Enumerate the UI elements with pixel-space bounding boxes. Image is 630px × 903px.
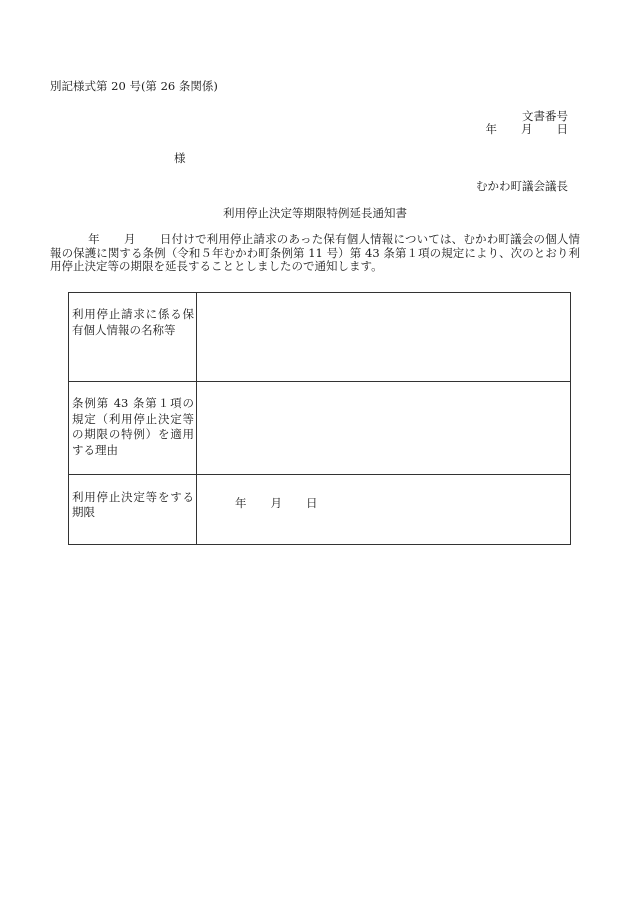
deadline-field xyxy=(197,475,571,545)
info-name-field xyxy=(197,293,571,382)
deadline-label: 利用停止決定等をする期限 xyxy=(69,475,197,545)
body-year: 年 xyxy=(88,232,100,246)
body-text: 日付けで利用停止請求のあった保有個人情報については、むかわ町議会の個人情報の保護に関する条例（令和５年むかわ町条例第 11 号）第 43 条第１項の規定により、次のとおり利用停止決定等の期限を延長することとしましたので通知します。 xyxy=(50,232,581,273)
table-row xyxy=(69,475,571,545)
deadline-date xyxy=(235,495,608,511)
issue-date-day: 日 xyxy=(556,122,568,136)
addressee-honorific: 様 xyxy=(174,151,186,165)
reason-label: 条例第 43 条第１項の規定（利用停止決定等の期限の特例）を適用する理由 xyxy=(69,382,197,475)
reason-field xyxy=(197,382,571,475)
document-number-label: 文書番号 xyxy=(522,109,568,123)
deadline-year: 年 xyxy=(235,496,247,510)
deadline-day: 日 xyxy=(306,496,318,510)
table-row xyxy=(69,382,571,475)
document-title: 利用停止決定等期限特例延長通知書 xyxy=(223,206,407,220)
issue-date-month: 月 xyxy=(521,122,533,136)
extension-details-table xyxy=(68,292,571,545)
table-row xyxy=(69,293,571,382)
deadline-month: 月 xyxy=(270,496,282,510)
info-name-label: 利用停止請求に係る保有個人情報の名称等 xyxy=(69,293,197,382)
form-number-label: 別記様式第 20 号(第 26 条関係) xyxy=(50,79,218,93)
body-month: 月 xyxy=(123,232,136,246)
notice-body xyxy=(50,233,580,274)
issuer-name: むかわ町議会議長 xyxy=(476,179,568,193)
issue-date xyxy=(486,121,569,137)
issue-date-year: 年 xyxy=(485,122,497,136)
